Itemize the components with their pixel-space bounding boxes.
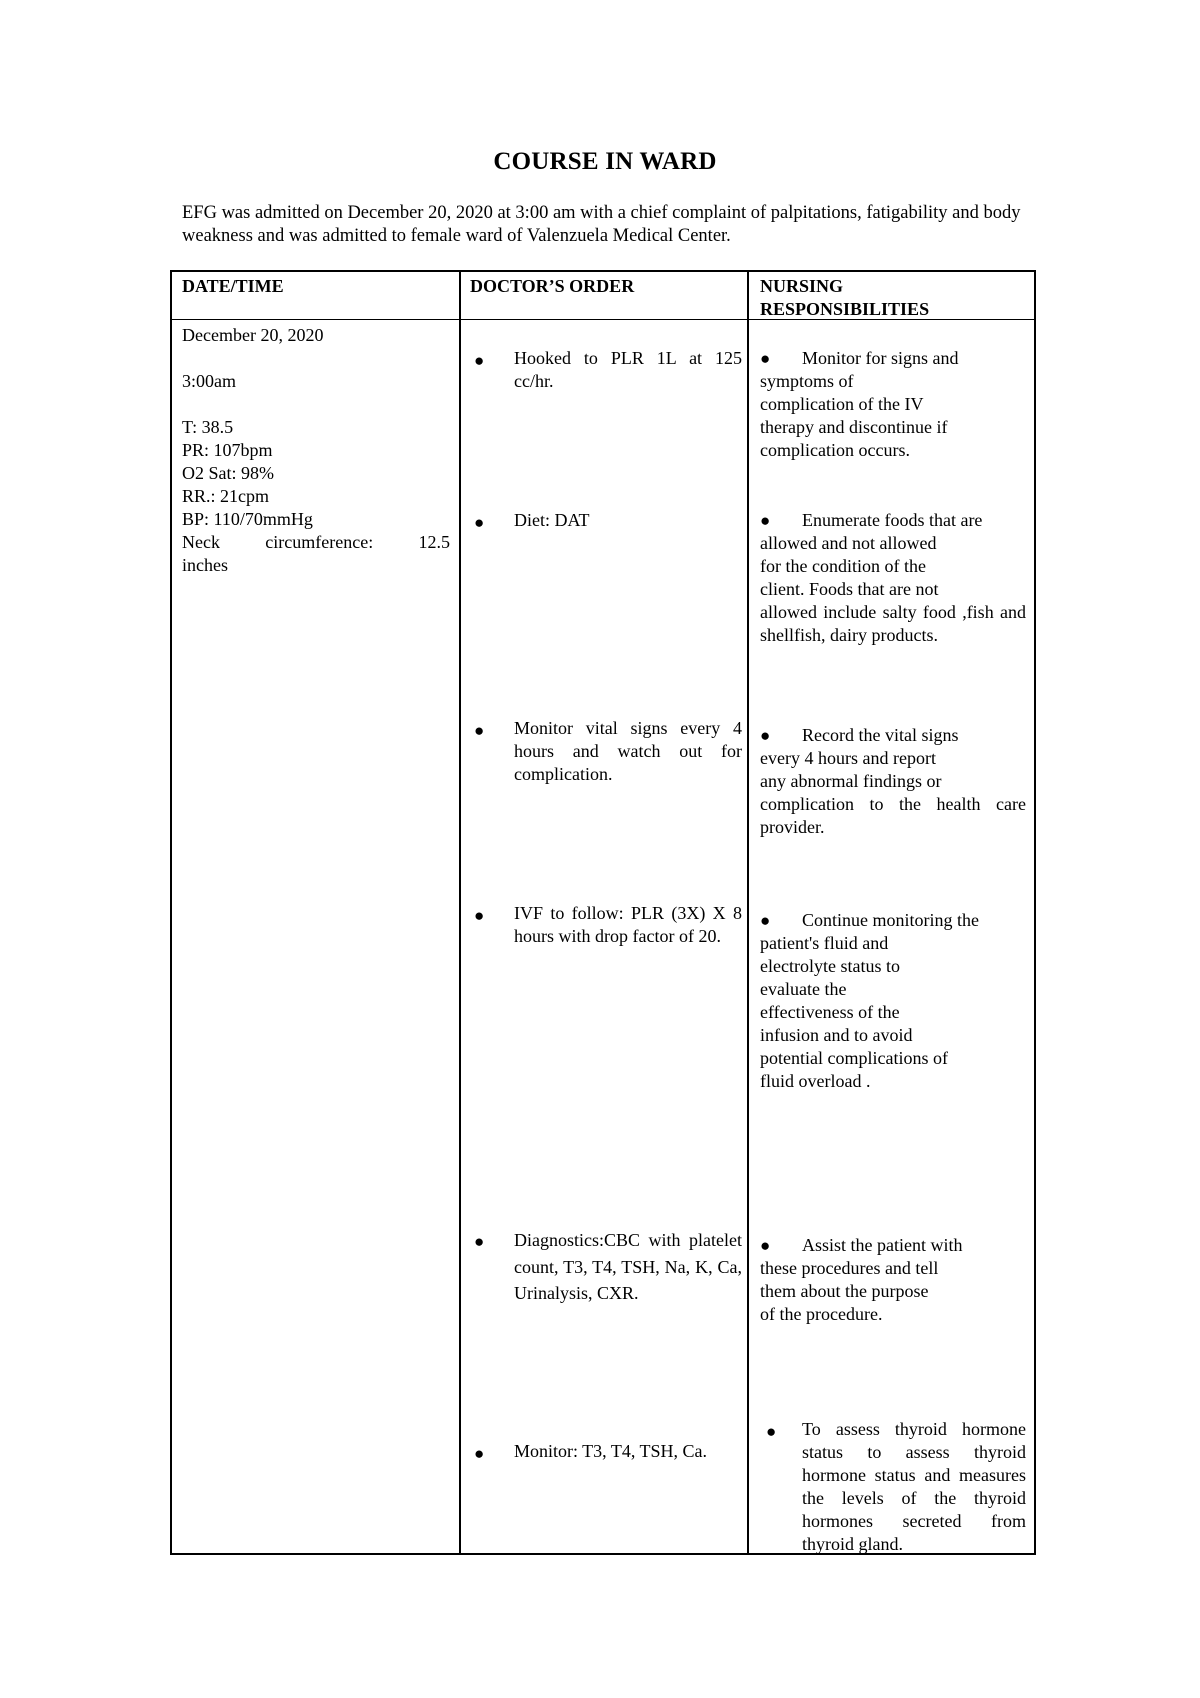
responsibility-text-3b: complication to the health care provider.: [760, 794, 1026, 837]
order-text-6: Monitor: T3, T4, TSH, Ca.: [514, 1441, 708, 1461]
column-divider-1: [459, 272, 461, 1553]
vital-o2-sat: O2 Sat: 98%: [182, 463, 274, 483]
bullet-icon: ●: [760, 1236, 771, 1255]
header-doctors-order: DOCTOR’S ORDER: [470, 276, 635, 296]
neck-word: circumference:: [265, 532, 374, 552]
responsibility-item-2: [760, 509, 1026, 647]
header-nursing-line1: NURSING: [760, 276, 844, 296]
bullet-icon: ●: [474, 721, 485, 740]
date-text: December 20, 2020: [182, 325, 324, 345]
bullet-icon: ●: [474, 906, 485, 925]
order-item-4: [474, 902, 742, 948]
bullet-icon: ●: [760, 726, 771, 745]
responsibility-text-1: ● Monitor for signs and symptoms of complication of the IV therapy and discontinue if complication occurs.: [760, 348, 959, 460]
responsibility-text-5: ● Assist the patient with these procedures and tell them about the purpose of the procedure.: [760, 1235, 963, 1324]
header-nursing-line2: RESPONSIBILITIES: [760, 299, 930, 319]
order-item-1: [474, 347, 742, 393]
order-item-6: [474, 1440, 742, 1463]
bullet-icon: ●: [474, 1232, 485, 1251]
responsibility-text-6: To assess thyroid hormone status to assess thyroid hormone status and measures the levels of the thyroid hormones secreted from thyroid gland.: [802, 1419, 1026, 1554]
responsibility-item-4: [760, 909, 1026, 1093]
order-item-5: [474, 1227, 742, 1307]
time-text: 3:00am: [182, 371, 236, 391]
responsibility-text-2b: allowed include salty food ,fish and shellfish, dairy products.: [760, 602, 1026, 645]
order-text-5: Diagnostics:CBC with platelet count, T3, T4, TSH, Na, K, Ca, Urinalysis, CXR.: [514, 1230, 742, 1303]
date-time-cell: [182, 324, 452, 577]
vital-temperature: T: 38.5: [182, 417, 234, 437]
responsibility-item-1: [760, 347, 1026, 462]
responsibility-item-5: [760, 1234, 1026, 1326]
responsibility-item-3: [760, 724, 1026, 839]
bullet-icon: ●: [474, 1444, 485, 1463]
responsibility-text-2: ● Enumerate foods that are allowed and not allowed for the condition of the client. Foods that are not: [760, 510, 983, 599]
responsibility-text-4: ● Continue monitoring the patient's fluid and electrolyte status to evaluate the effectiveness of the infusion and to avoid potential complications of fluid overload .: [760, 910, 979, 1091]
order-text-2: Diet: DAT: [514, 510, 590, 530]
page-title: COURSE IN WARD: [493, 148, 717, 175]
vital-pulse-rate: PR: 107bpm: [182, 440, 273, 460]
order-text-1: Hooked to PLR 1L at 125 cc/hr.: [514, 348, 742, 391]
bullet-icon: ●: [474, 513, 485, 532]
vital-blood-pressure: BP: 110/70mmHg: [182, 509, 313, 529]
column-divider-2: [747, 272, 749, 1553]
responsibility-item-6: [760, 1418, 1026, 1556]
order-item-2: [474, 509, 742, 532]
bullet-icon: ●: [766, 1422, 777, 1441]
vital-respiratory-rate: RR.: 21cpm: [182, 486, 270, 506]
order-text-3: Monitor vital signs every 4 hours and watch out for complication.: [514, 718, 742, 784]
bullet-icon: ●: [760, 911, 771, 930]
bullet-icon: ●: [474, 351, 485, 370]
bullet-icon: ●: [760, 511, 771, 530]
order-item-3: [474, 717, 742, 786]
course-table: [170, 270, 1036, 1555]
intro-paragraph: EFG was admitted on December 20, 2020 at 3:00 am with a chief complaint of palpitations, fatigability and body weakness and was admitted to female ward of Valenzuela Medical Center.: [182, 203, 1021, 246]
vital-neck-circumference: [182, 531, 450, 554]
order-text-4: IVF to follow: PLR (3X) X 8 hours with drop factor of 20.: [514, 903, 742, 946]
neck-label: Neck: [182, 532, 220, 552]
neck-value: 12.5: [418, 532, 450, 552]
neck-unit: inches: [182, 555, 228, 575]
bullet-icon: ●: [760, 349, 771, 368]
responsibility-text-3: ● Record the vital signs every 4 hours and report any abnormal findings or: [760, 725, 959, 791]
header-date-time: DATE/TIME: [182, 276, 284, 296]
header-nursing-responsibilities: [760, 275, 929, 321]
